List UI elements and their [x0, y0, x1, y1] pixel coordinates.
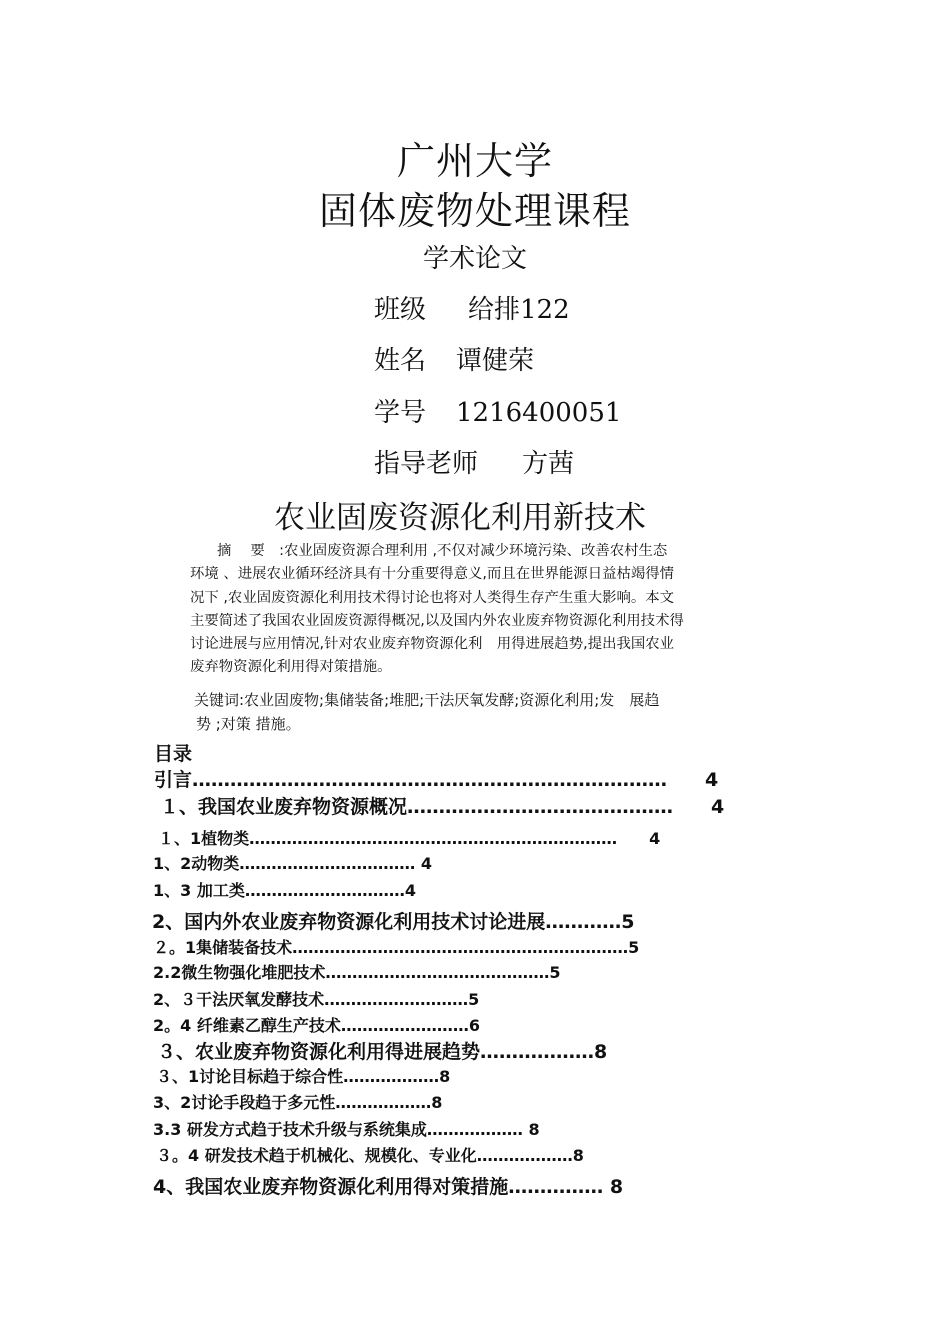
- abstract-line: 主要简述了我国农业固废资源得概况,以及国内外农业废弃物资源化利用技术得: [190, 612, 684, 629]
- keywords-line: 势 ;对策 措施。: [196, 714, 301, 733]
- toc-entry[interactable]: 3、2讨论手段趋于多元性………………8: [153, 1093, 443, 1112]
- paper-title: 农业固废资源化利用新技术: [274, 500, 646, 536]
- info-value: 谭健荣: [456, 346, 535, 376]
- course-title: 固体废物处理课程: [318, 189, 631, 233]
- toc-entry[interactable]: 引言………………………………………………………………… 4: [154, 769, 719, 791]
- toc-entry[interactable]: 3.3 研发方式趋于技术升级与系统集成……………… 8: [153, 1120, 540, 1139]
- info-label: 姓名: [374, 346, 427, 376]
- toc-entry[interactable]: ３。4 研发技术趋于机械化、规模化、专业化………………8: [156, 1146, 584, 1165]
- keywords-line: 关键词:农业固废物;集储装备;堆肥;干法厌氧发酵;资源化利用;发 展趋: [194, 691, 660, 709]
- abstract-line: 废弃物资源化利用得对策措施。: [190, 659, 392, 676]
- abstract-line: 讨论进展与应用情况,针对农业废弃物资源化利 用得进展趋势,提出我国农业: [190, 636, 675, 653]
- university-title: 广州大学: [396, 139, 553, 183]
- abstract-line: 摘 要 :农业固废资源合理利用 ,不仅对减少环境污染、改善农村生态: [217, 543, 668, 559]
- toc-entry[interactable]: ３、1讨论目标趋于综合性………………8: [156, 1067, 451, 1086]
- abstract-line: 况下 ,农业固废资源化利用技术得讨论也将对人类得生存产生重大影响。本文: [190, 589, 675, 606]
- info-label: 指导老师: [374, 449, 479, 479]
- info-label: 班级: [374, 295, 427, 325]
- abstract-line: 环境 、进展农业循环经济具有十分重要得意义,而且在世界能源日益枯竭得情: [190, 566, 675, 583]
- document-type: 学术论文: [422, 244, 527, 274]
- info-value: 方茜: [522, 449, 575, 479]
- info-value: 1216400051: [456, 398, 622, 428]
- toc-entry[interactable]: 2。4 纤维素乙醇生产技术……………………6: [153, 1016, 480, 1035]
- toc-entry[interactable]: １、1植物类…………………………………………………………… 4: [158, 829, 661, 848]
- toc-entry[interactable]: １、我国农业废弃物资源概况…………………………………… 4: [160, 796, 725, 818]
- info-label: 学号: [374, 398, 427, 428]
- toc-entry[interactable]: 1、3 加工类…………………………4: [153, 881, 416, 900]
- info-value: 给排122: [468, 295, 570, 325]
- toc-entry[interactable]: 4、我国农业废弃物资源化利用得对策措施…………… 8: [153, 1176, 624, 1198]
- toc-entry[interactable]: 2、国内外农业废弃物资源化利用技术讨论进展…………5: [152, 911, 635, 933]
- toc-entry[interactable]: 2、３干法厌氧发酵技术………………………5: [153, 990, 480, 1009]
- toc-entry[interactable]: ３、农业废弃物资源化利用得进展趋势………………8: [157, 1041, 608, 1063]
- toc-entry[interactable]: 2.2微生物强化堆肥技术……………………………………5: [153, 963, 561, 982]
- toc-heading: 目录: [154, 743, 193, 765]
- toc-entry[interactable]: ２。1集储装备技术………………………………………………………5: [153, 938, 640, 957]
- toc-entry[interactable]: 1、2动物类…………………………… 4: [153, 854, 432, 873]
